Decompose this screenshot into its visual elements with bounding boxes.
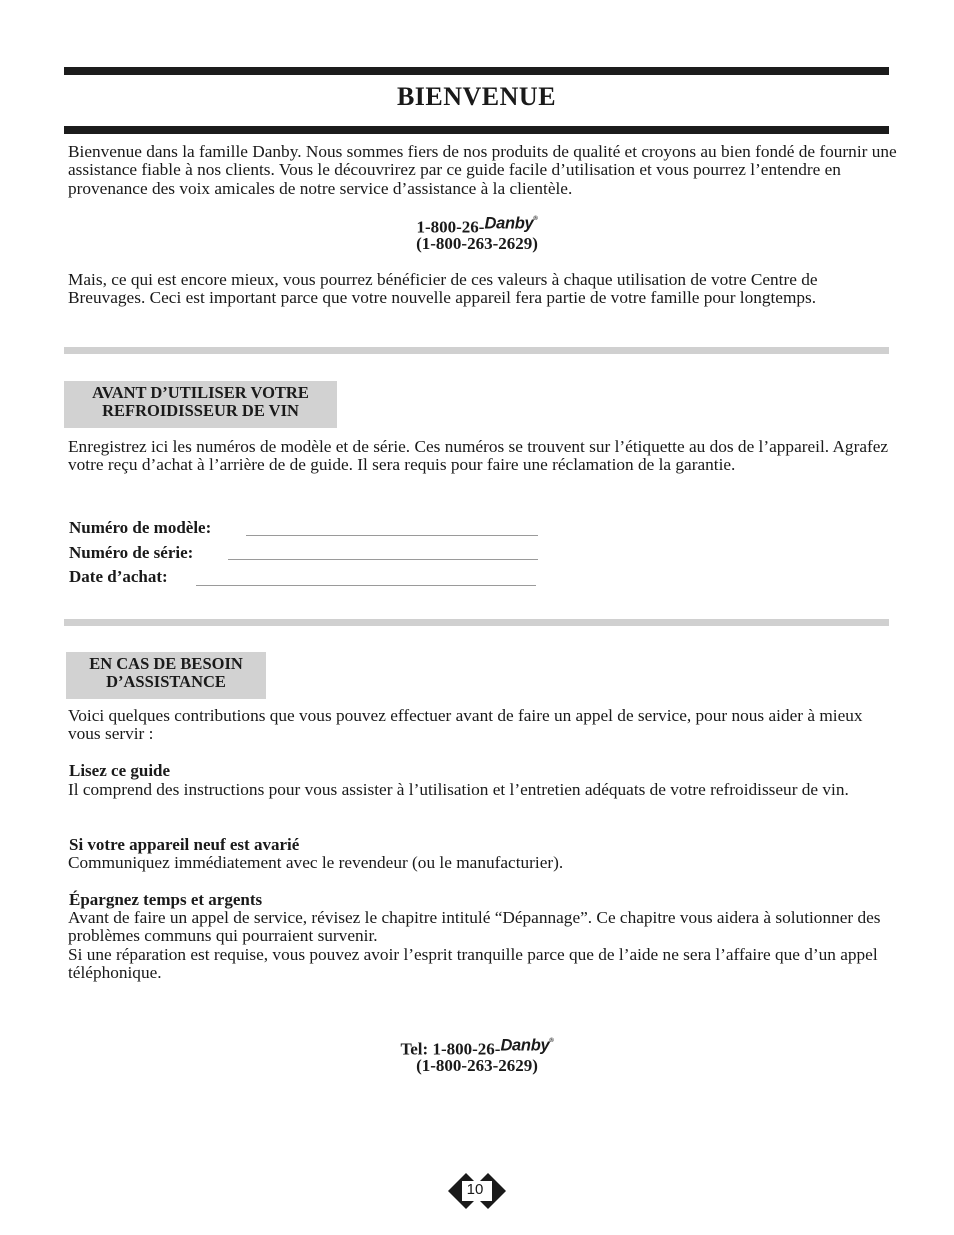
tip-damaged-text: Communiquez immédiatement avec le revendeur (ou le manufacturier). bbox=[68, 853, 564, 872]
registered-mark-icon: ® bbox=[533, 216, 538, 222]
before-use-paragraph: Enregistrez ici les numéros de modèle et de série. Ces numéros se trouvent sur l’étiquette au dos de l’appareil. Agrafez votre reçu d’achat à l’arrière de de guide. Il sera requis pour faire une réclamation de la garantie. bbox=[68, 437, 889, 475]
tip-read-guide-title: Lisez ce guide bbox=[69, 761, 171, 780]
assistance-heading-line2: D’ASSISTANCE bbox=[106, 672, 226, 691]
serial-number-label: Numéro de série: bbox=[69, 543, 194, 562]
tip-save-time-title: Épargnez temps et argents bbox=[69, 890, 263, 909]
page-number: 10 bbox=[466, 1181, 484, 1198]
section-divider-1 bbox=[64, 347, 889, 354]
registered-mark-footer-icon: ® bbox=[549, 1038, 554, 1044]
before-use-heading-line2: REFROIDISSEUR DE VIN bbox=[102, 401, 299, 420]
intro-paragraph-2: Mais, ce qui est encore mieux, vous pourrez bénéficier de ces valeurs à chaque utilisation de votre Centre de Breuvages. Ceci est important parce que votre nouvelle appareil fera partie de votre famille pour longtemps. bbox=[68, 270, 818, 308]
serial-number-field[interactable] bbox=[228, 559, 538, 560]
intro-phone-numeric: (1-800-263-2629) bbox=[416, 234, 538, 253]
page-title: BIENVENUE bbox=[396, 82, 557, 111]
top-rule bbox=[64, 67, 889, 75]
danby-logo-footer bbox=[500, 1033, 553, 1056]
tel-prefix: Tel: 1-800-26- bbox=[400, 1039, 501, 1059]
danby-logo bbox=[484, 211, 537, 234]
model-number-field[interactable] bbox=[246, 535, 538, 536]
assistance-heading bbox=[66, 652, 266, 699]
tip-save-time-text: Avant de faire un appel de service, révisez le chapitre intitulé “Dépannage”. Ce chapitre vous aidera à solutionner des problèmes communs qui pourraient survenir. bbox=[68, 908, 881, 946]
intro-phone-prefix: 1-800-26- bbox=[416, 217, 485, 237]
assistance-heading-line1: EN CAS DE BESOIN bbox=[89, 654, 243, 673]
tel-numeric: (1-800-263-2629) bbox=[416, 1056, 538, 1075]
tip-save-time-text-2: Si une réparation est requise, vous pouvez avoir l’esprit tranquille parce que de l’aide ne sera l’affaire que d’un appel téléphonique. bbox=[68, 945, 878, 983]
title-underline-rule bbox=[64, 126, 889, 134]
purchase-date-label: Date d’achat: bbox=[69, 567, 168, 586]
before-use-heading-line1: AVANT D’UTILISER VOTRE bbox=[92, 383, 309, 402]
before-use-heading bbox=[64, 381, 337, 428]
tip-damaged-title: Si votre appareil neuf est avarié bbox=[69, 835, 300, 854]
assistance-intro: Voici quelques contributions que vous pouvez effectuer avant de faire un appel de service, pour nous aider à mieux vous servir : bbox=[68, 706, 863, 744]
model-number-label: Numéro de modèle: bbox=[69, 518, 212, 537]
section-divider-2 bbox=[64, 619, 889, 626]
danby-logo-footer-text: Danby bbox=[500, 1036, 550, 1055]
purchase-date-field[interactable] bbox=[196, 585, 536, 586]
intro-paragraph: Bienvenue dans la famille Danby. Nous sommes fiers de nos produits de qualité et croyons au bien fondé de fournir une assistance fiable à nos clients. Vous le découvrirez par ce guide facile d’utilisation et vous pourrez l’entendre en provenance des voix amicales de notre service d’assistance à la clientèle. bbox=[68, 142, 897, 198]
danby-logo-text: Danby bbox=[484, 214, 534, 233]
tip-read-guide-text: Il comprend des instructions pour vous assister à l’utilisation et l’entretien adéquats de votre refroidisseur de vin. bbox=[68, 780, 849, 799]
